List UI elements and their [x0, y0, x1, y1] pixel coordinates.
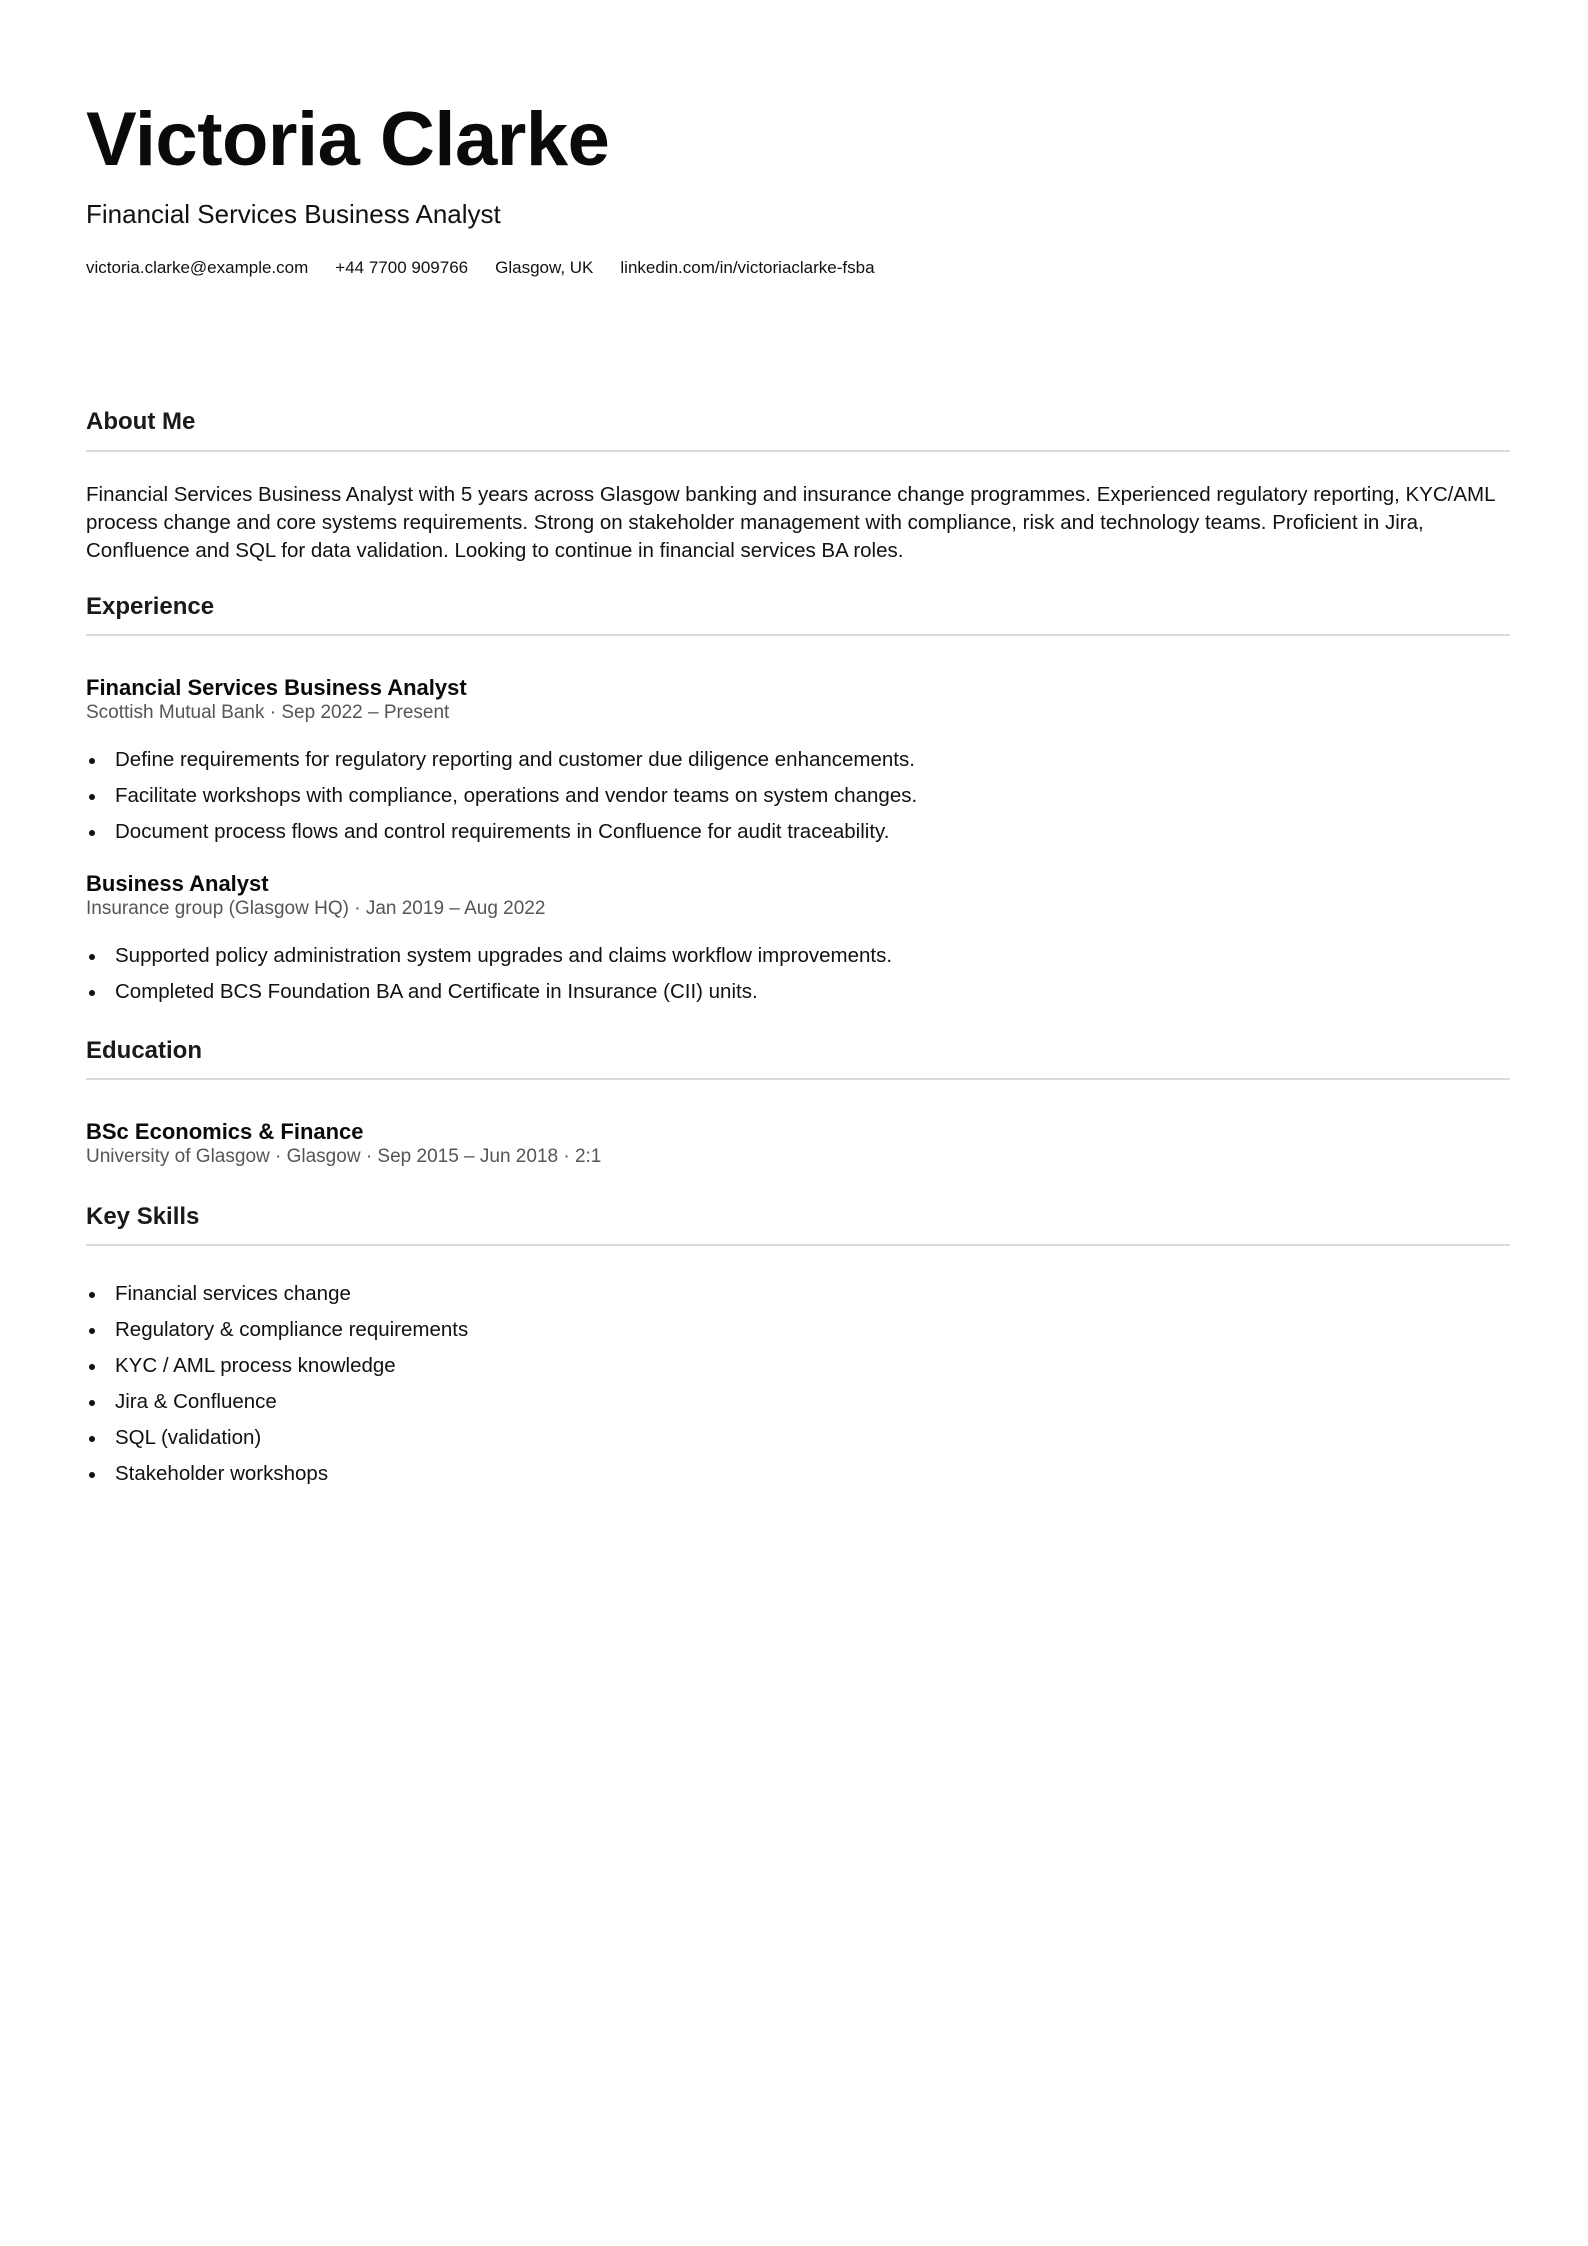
skill-item: SQL (validation)	[86, 1420, 468, 1456]
job-bullet: Facilitate workshops with compliance, operations and vendor teams on system changes.	[86, 778, 917, 814]
contact-linkedin: linkedin.com/in/victoriaclarke-fsba	[620, 258, 875, 277]
education-meta: University of Glasgow · Glasgow · Sep 2015 – Jun 2018 · 2:1	[86, 1146, 602, 1167]
job-bullet: Define requirements for regulatory reporting and customer due diligence enhancements.	[86, 742, 917, 778]
skill-item: Jira & Confluence	[86, 1384, 468, 1420]
skill-item: KYC / AML process knowledge	[86, 1348, 468, 1384]
experience-heading: Experience	[86, 593, 215, 620]
job-bullet: Document process flows and control requirements in Confluence for audit traceability.	[86, 814, 917, 850]
job-bullets	[86, 938, 892, 1010]
education-heading: Education	[86, 1037, 203, 1064]
about-text: Financial Services Business Analyst with 5 years across Glasgow banking and insurance change programmes. Experienced regulatory reporting, KYC/AML process change and core systems requirements. Strong on stakeholder management with compliance, risk and technology teams. Proficient in Jira, Confluence and SQL for data validation. Looking to continue in financial services BA roles.	[86, 483, 1495, 562]
skill-item: Financial services change	[86, 1276, 468, 1312]
job-title: Financial Services Business Analyst	[86, 675, 467, 700]
skills-list	[86, 1276, 468, 1492]
job-bullet: Completed BCS Foundation BA and Certificate in Insurance (CII) units.	[86, 974, 892, 1010]
education-divider	[86, 1078, 1510, 1080]
skill-item: Stakeholder workshops	[86, 1456, 468, 1492]
skills-divider	[86, 1244, 1510, 1246]
job-bullet: Supported policy administration system upgrades and claims workflow improvements.	[86, 938, 892, 974]
contact-location: Glasgow, UK	[495, 258, 594, 277]
experience-divider	[86, 634, 1510, 636]
job-title: Business Analyst	[86, 871, 269, 896]
contact-row	[86, 256, 875, 280]
about-heading: About Me	[86, 408, 196, 435]
skills-heading: Key Skills	[86, 1203, 200, 1230]
candidate-title: Financial Services Business Analyst	[86, 199, 501, 229]
about-divider	[86, 450, 1510, 452]
contact-email: victoria.clarke@example.com	[86, 258, 309, 277]
job-meta: Insurance group (Glasgow HQ) · Jan 2019 – Aug 2022	[86, 898, 546, 919]
education-degree: BSc Economics & Finance	[86, 1119, 364, 1144]
candidate-name: Victoria Clarke	[86, 97, 610, 182]
skill-item: Regulatory & compliance requirements	[86, 1312, 468, 1348]
contact-phone: +44 7700 909766	[335, 258, 469, 277]
job-bullets	[86, 742, 917, 850]
job-meta: Scottish Mutual Bank · Sep 2022 – Present	[86, 702, 450, 723]
